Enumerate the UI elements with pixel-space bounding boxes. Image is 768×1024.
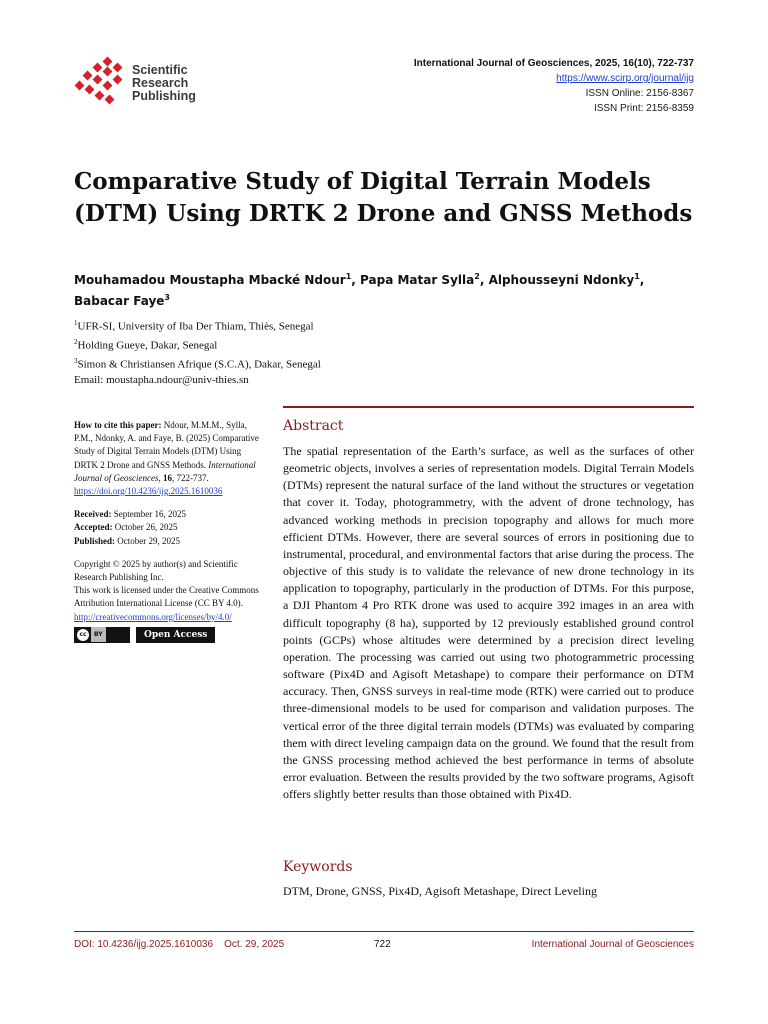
page-footer <box>74 939 694 953</box>
cite-pages: , 722-737. <box>171 472 209 483</box>
abstract-text: The spatial representation of the Earth’s surface, as well as the surfaces of other geometric objects, involves a series of representation models. Digital Terrain Models (DTMs) represent the natural surface of the land without the structures or vegetation that cover it. Today, photogrammetry, with the advent of drone technology, has advanced working methods in precision topography and allows for much more efficient DTMs. However, there are several sources of errors in positioning due to instrumental, procedural, and environmental factors that arise during the process. The objective of this study is to validate the relevance of new drone technology in its application to topography, particularly in the production of DTMs. For this purpose, a DJI Phantom 4 Pro RTK drone was used to acquire 392 images in an area with difficult topography (8 ha), supported by 12 previously established ground control points (GCPs) whose altitudes were determined by a precision direct leveling operation. The processing was carried out using two photogrammetric processing software (Pix4D and Agisoft Metashape) to compare their performance on DTM accuracy. Then, GNSS surveys in real-time mode (RTK) were carried out to produce three-dimensional models to be used for comparison and validation purposes. The vertical error of the three digital terrain models (DTMs) was evaluated by comparing them with direct leveling campaign data on the ground. We found that the result from the GNSS processing method achieved the best performance in terms of absolute error evaluation. Between the results provided by the two software programs, Agisoft offers slightly better results than those obtained with Pix4D. <box>283 444 694 802</box>
footer-doi: DOI: 10.4236/ijg.2025.1610036 <box>74 939 213 950</box>
received-date: September 16, 2025 <box>113 509 186 520</box>
logo-wordmark <box>132 64 196 103</box>
logo-line-3: Publishing <box>132 89 196 103</box>
author-separator: , <box>639 273 645 287</box>
author-list <box>74 268 694 310</box>
issn-online: ISSN Online: 2156-8367 <box>585 88 694 99</box>
by-icon: BY <box>91 627 106 642</box>
logo-line-1: Scientific <box>132 63 188 77</box>
how-to-cite: How to cite this paper: Ndour, M.M.M., Sylla, P.M., Ndonky, A. and Faye, B. (2025) Comparative Study of Digital Terrain Models (DTM) Using DRTK 2 Drone and GNSS Methods. International Journal of Geosciences, 16, 722-737. https://doi.org/10.4236/ijg.2025.1610036 <box>74 420 259 497</box>
affiliation-item <box>74 316 321 335</box>
abstract-divider <box>283 406 694 408</box>
open-access-badge: Open Access <box>136 627 215 643</box>
logo-line-2: Research <box>132 76 189 90</box>
published-date: October 29, 2025 <box>117 535 181 546</box>
author-separator: , <box>351 273 361 287</box>
author-affil-marker: 1 <box>345 272 352 281</box>
cite-doi-link[interactable]: https://doi.org/10.4236/ijg.2025.1610036 <box>74 486 223 497</box>
cite-journal: International Journal of Geosciences <box>74 459 256 483</box>
received-label: Received: <box>74 509 112 520</box>
title-line-1: Comparative Study of Digital Terrain Models <box>74 168 651 195</box>
accepted-date: October 26, 2025 <box>114 522 178 533</box>
copyright-text: Copyright © 2025 by author(s) and Scientific Research Publishing Inc. <box>74 558 238 583</box>
author-name: Alphousseyni Ndonky <box>488 273 635 287</box>
author-affil-marker: 1 <box>634 272 640 281</box>
title-line-2: (DTM) Using DRTK 2 Drone and GNSS Methods <box>74 200 693 227</box>
journal-info <box>414 56 694 116</box>
paper-title <box>74 166 714 230</box>
cc-icon: cc <box>77 629 89 641</box>
footer-journal: International Journal of Geosciences <box>531 939 694 950</box>
author-name: Papa Matar Sylla <box>360 273 475 287</box>
diamond-grid-icon <box>74 56 130 106</box>
footer-doi-date <box>74 939 284 950</box>
affiliation-text: Holding Gueye, Dakar, Senegal <box>77 339 218 352</box>
abstract-heading: Abstract <box>283 418 344 434</box>
author-affil-marker: 2 <box>474 272 480 281</box>
affiliation-text: Simon & Christiansen Afrique (S.C.A), Dakar, Senegal <box>77 358 321 371</box>
page-number: 722 <box>374 939 391 950</box>
license-text: This work is licensed under the Creative Commons Attribution International License (CC BY 4.0). <box>74 585 259 609</box>
affiliation-text: UFR-SI, University of Iba Der Thiam, Thiès, Senegal <box>77 320 314 333</box>
journal-url-link[interactable]: https://www.scirp.org/journal/ijg <box>556 73 694 84</box>
affiliation-number: 2 <box>74 338 78 347</box>
affiliations <box>74 316 321 389</box>
cite-volume: 16 <box>162 472 172 483</box>
published-label: Published: <box>74 535 116 546</box>
author-separator: , <box>479 273 489 287</box>
issn-print: ISSN Print: 2156-8359 <box>593 103 694 114</box>
cc-by-badge[interactable] <box>74 627 130 643</box>
cite-label: How to cite this paper: <box>74 420 162 430</box>
cite-text: Ndour, M.M.M., Sylla, P.M., Ndonky, A. and Faye, B. (2025) Comparative Study of Digital Terrain Models (DTM) Using DRTK 2 Drone and GNSS Methods. <box>74 420 259 470</box>
affiliation-number: 1 <box>74 319 78 327</box>
accepted-label: Accepted: <box>74 522 113 533</box>
article-dates <box>74 508 264 548</box>
license-link[interactable]: http://creativecommons.org/licenses/by/4.0/ <box>74 611 232 622</box>
author-name: Babacar Faye <box>74 294 165 308</box>
keywords-text: DTM, Drone, GNSS, Pix4D, Agisoft Metashape, Direct Leveling <box>283 884 597 898</box>
author-affil-marker: 3 <box>164 293 170 302</box>
publisher-logo <box>74 50 204 112</box>
journal-citation: International Journal of Geosciences, 2025, 16(10), 722-737 <box>413 58 694 69</box>
keywords-heading: Keywords <box>283 859 353 875</box>
article-sidebar <box>74 419 264 653</box>
affiliation-number: 3 <box>74 357 78 366</box>
author-name: Mouhamadou Moustapha Mbacké Ndour <box>74 273 346 287</box>
email-line: Email: moustapha.ndour@univ-thies.sn <box>74 374 249 387</box>
license-block <box>74 558 264 643</box>
affiliation-item <box>74 335 321 354</box>
footer-divider <box>74 931 694 932</box>
footer-date: Oct. 29, 2025 <box>224 939 285 950</box>
license-badges <box>74 627 264 643</box>
affiliation-item <box>74 354 321 373</box>
